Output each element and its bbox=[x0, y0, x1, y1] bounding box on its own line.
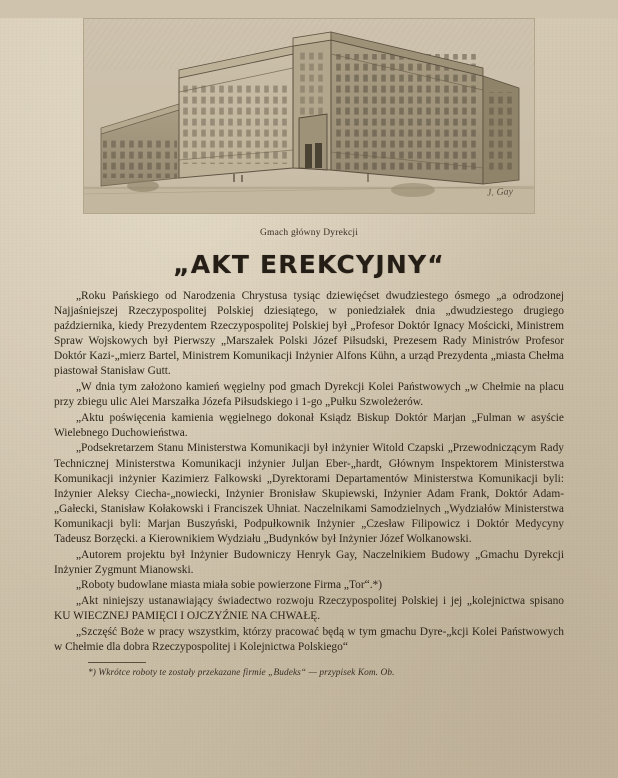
footnote: *) Wkrótce roboty te zostały przekazane firmie „Budeks“ — przypisek Kom. Ob. bbox=[88, 667, 395, 678]
document-body bbox=[54, 289, 564, 681]
building-illustration bbox=[83, 18, 535, 214]
artist-signature: J. Gay bbox=[486, 186, 514, 199]
paragraph: „Szczęść Boże w pracy wszystkim, którzy pracować będą w tym gmachu Dyre-„kcji Kolei Państwowych w Chełmie dla dobra Rzeczypospolitej i Kolejnictwa Polskiego“ bbox=[54, 625, 564, 653]
paragraph: „Aktu poświęcenia kamienia węgielnego dokonał Ksiądz Biskup Doktór Marjan „Fulman w asyście Wielebnego Duchowieństwa. bbox=[54, 411, 564, 439]
paragraph: „Akt niniejszy ustanawiający świadectwo rozwoju Rzeczypospolitej Polskiej i jej „kolejnictwa spisano KU WIECZNEJ PAMIĘCI I OJCZYŹNIE NA CHWAŁĘ. bbox=[54, 594, 564, 622]
paragraph: „Podsekretarzem Stanu Ministerstwa Komunikacji był inżynier Witold Czapski „Przewodniczącym Rady Technicznej Ministerstwa Komunikacji inżynier Juljan Eber-„hardt, Głównym Inspektorem Ministerstwa Komunikacji inżynier Kazimierz Falkowski „Dyrektorami Departamentów Ministerstwa Komunikacji byli: Inżynier Aleksy Ciecha-„nowiecki, Inżynier Bronisław Skupiewski, Inżynier Adam Frank, Doktór Adam-„Gałecki, Stanisław Kołakowski i Franciszek Uhniat. Naczelnikami Samodzielnych „Wydziałów Ministerstwa Komunikacji byli: Marjan Buszyński, Podpułkownik Inżynier „Czesław Filipowicz i Doktór Medycyny Tadeusz Borzęcki. a Kierownikiem Wydziału „Budynków był Inżynier Józef Wolkanowski. bbox=[54, 442, 564, 545]
footnote-divider bbox=[88, 662, 146, 663]
paragraph: „Roboty budowlane miasta miała sobie powierzone Firma „Tor“.*) bbox=[76, 579, 383, 592]
document-page bbox=[0, 18, 618, 778]
page-title: „AKT EREKCYJNY“ bbox=[173, 250, 445, 279]
paragraph: „Autorem projektu był Inżynier Budowniczy Henryk Gay, Naczelnikiem Budowy „Gmachu Dyrekcji Inżynier Zygmunt Mianowski. bbox=[54, 548, 564, 576]
paragraph: „Roku Pańskiego od Narodzenia Chrystusa tysiąc dziewięćset dwudziestego ósmego „a odrodzonej Najjaśniejszej Rzeczypospolitej Polskiej dziesiątego, w poniedziałek dnia „dwudziestego drugiego października, kiedy Prezydentem Rzeczypospolitej Polskiej był „Profesor Doktór Ignacy Mościcki, Ministrem Spraw Wojskowych był Pierwszy „Marszałek Polski Józef Piłsudski, Prezesem Rady Ministrów Profesor Doktór Kazi-„mierz Bartel, Ministrem Komunikacji Inżynier Alfons Kühn, a urząd Prezydenta „miasta Chełma piastował Stanisław Gutt. bbox=[54, 290, 564, 378]
illustration-caption: Gmach główny Dyrekcji bbox=[259, 228, 359, 238]
building-drawing-svg bbox=[83, 18, 535, 214]
paragraph: „W dnia tym założono kamień węgielny pod gmach Dyrekcji Kolei Państwowych „w Chełmie na placu przy zbiegu ulic Alei Marszałka Józefa Piłsudskiego i 1-go „Pułku Szwoleżerów. bbox=[54, 381, 564, 409]
